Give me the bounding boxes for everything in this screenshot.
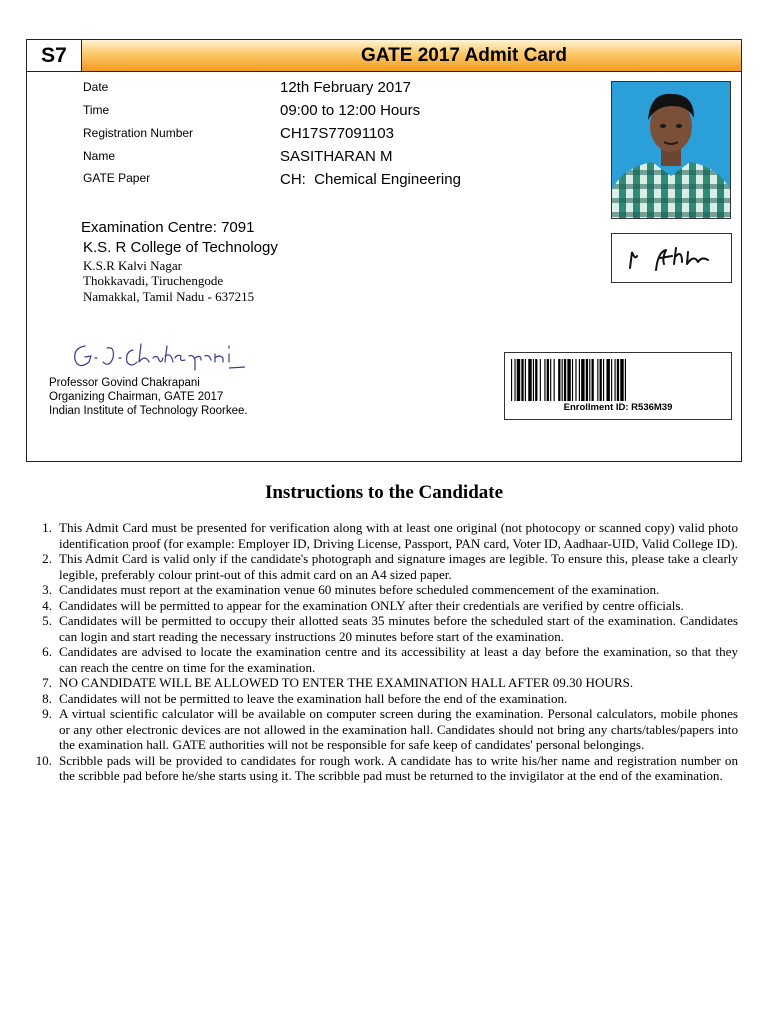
barcode xyxy=(511,359,725,401)
barcode-bar xyxy=(603,359,604,401)
barcode-bar xyxy=(525,359,526,401)
barcode-bar xyxy=(606,359,609,401)
chairman-name: Professor Govind Chakrapani xyxy=(49,377,200,389)
name-label: Name xyxy=(83,149,116,163)
barcode-bar xyxy=(600,359,602,401)
barcode-bar xyxy=(535,359,537,401)
name-value: SASITHARAN M xyxy=(280,148,393,165)
instruction-number: 10. xyxy=(35,752,52,768)
barcode-bar xyxy=(617,359,619,401)
barcode-bar xyxy=(564,359,566,401)
barcode-bar xyxy=(562,359,563,401)
instruction-text: Candidates must report at the examination venue 60 minutes before scheduled commencement of the examination. xyxy=(59,582,660,597)
barcode-bar xyxy=(517,359,520,401)
admit-card xyxy=(26,39,742,462)
registration-label: Registration Number xyxy=(83,126,194,140)
instruction-text: This Admit Card must be presented for verification along with at least one original (not photocopy or scanned copy) valid photo identification proof (for example: Employer ID, Driving License, Passport, PAN card, Voter ID, Aadhaar-UID, Valid College ID). xyxy=(59,520,738,551)
instruction-number: 8. xyxy=(42,690,52,706)
barcode-bar xyxy=(581,359,584,401)
barcode-bar xyxy=(611,359,612,401)
barcode-bar xyxy=(511,359,512,401)
admit-card-header xyxy=(27,40,741,72)
instruction-number: 1. xyxy=(42,520,52,535)
barcode-bar xyxy=(528,359,531,401)
exam-centre-name: K.S. R College of Technology xyxy=(83,239,278,256)
candidate-signature xyxy=(612,234,731,282)
chairman-institute: Indian Institute of Technology Roorkee. xyxy=(49,405,248,417)
chairman-role: Organizing Chairman, GATE 2017 xyxy=(49,391,224,403)
instruction-number: 4. xyxy=(42,597,52,613)
barcode-bar xyxy=(589,359,590,401)
centre-address-line-2: Thokkavadi, Tiruchengode xyxy=(83,273,224,288)
barcode-bar xyxy=(533,359,534,401)
instructions-list xyxy=(30,520,738,784)
instruction-item xyxy=(30,691,738,707)
barcode-bar xyxy=(547,359,549,401)
enrollment-id: Enrollment ID: R536M39 xyxy=(563,402,673,413)
exam-centre-title: Examination Centre: 7091 xyxy=(81,219,255,236)
instruction-item xyxy=(30,520,738,551)
barcode-bar xyxy=(579,359,580,401)
instruction-text: Scribble pads will be provided to candidates for rough work. A candidate has to write his/her name and registration number on the scribble pad before he/she starts using it. The scribble pad must be returned to the invigilator at the end of the examination. xyxy=(59,752,738,783)
card-title: GATE 2017 Admit Card xyxy=(361,45,567,66)
gate-paper-label: GATE Paper xyxy=(83,171,151,185)
time-label: Time xyxy=(83,103,110,117)
barcode-bar xyxy=(514,359,515,401)
barcode-bar xyxy=(540,359,541,401)
barcode-bar xyxy=(615,359,616,401)
instruction-number: 7. xyxy=(42,675,52,690)
barcode-bar xyxy=(544,359,545,401)
registration-value: CH17S77091103 xyxy=(280,125,394,142)
instruction-text: Candidates are advised to locate the examination centre and its accessibility at least a day before the examination, so that they can reach the centre on time for the examination. xyxy=(59,644,738,675)
instruction-item xyxy=(30,613,738,644)
instruction-number: 9. xyxy=(42,706,52,721)
time-value: 09:00 to 12:00 Hours xyxy=(280,102,421,119)
gate-paper-value: CH: Chemical Engineering xyxy=(280,171,461,188)
instruction-text: This Admit Card is valid only if the candidate's photograph and signature images are legible. To ensure this, please take a clearly legible, preferably colour print-out of this admit card on an A4 sized paper. xyxy=(59,551,738,582)
instruction-item xyxy=(30,598,738,614)
instruction-item xyxy=(30,551,738,582)
barcode-bar xyxy=(597,359,598,401)
candidate-signature-box xyxy=(611,233,732,283)
instructions-title: Instructions to the Candidate xyxy=(264,482,504,503)
barcode-bar xyxy=(558,359,560,401)
barcode-box xyxy=(504,352,732,420)
date-value: 12th February 2017 xyxy=(280,79,411,96)
instruction-text: Candidates will not be permitted to leave the examination hall before the end of the examination. xyxy=(59,690,568,706)
instruction-text: Candidates will be permitted to appear for the examination ONLY after their credentials are verified by centre officials. xyxy=(59,597,684,613)
barcode-bar xyxy=(586,359,588,401)
instruction-number: 5. xyxy=(42,613,52,628)
instruction-number: 6. xyxy=(42,644,52,659)
instruction-number: 2. xyxy=(42,551,52,566)
barcode-bar xyxy=(625,359,626,401)
date-label: Date xyxy=(83,80,109,94)
barcode-bar xyxy=(550,359,551,401)
instruction-text: NO CANDIDATE WILL BE ALLOWED TO ENTER THE EXAMINATION HALL AFTER 09.30 HOURS. xyxy=(59,675,634,690)
chairman-signature xyxy=(67,336,247,376)
seat-code: S7 xyxy=(27,40,82,71)
barcode-bar xyxy=(567,359,570,401)
barcode-bar xyxy=(554,359,555,401)
barcode-bar xyxy=(572,359,573,401)
centre-address-line-3: Namakkal, Tamil Nadu - 637215 xyxy=(83,289,255,304)
barcode-bar xyxy=(620,359,623,401)
barcode-bar xyxy=(592,359,594,401)
instruction-item xyxy=(30,644,738,675)
barcode-bar xyxy=(575,359,576,401)
instruction-item xyxy=(30,753,738,784)
barcode-bar xyxy=(521,359,523,401)
instruction-item xyxy=(30,675,738,691)
instruction-text: A virtual scientific calculator will be available on computer screen during the examination. Personal calculators, mobile phones or any other electronic devices are not allowed in the examination hall. Candidates should not bring any charts/tables/papers into the examination hall. GATE authorities will not be responsible for safe keep of candidates' personal belongings. xyxy=(59,706,738,752)
instruction-text: Candidates will be permitted to occupy their allotted seats 35 minutes before the scheduled start of the examination. Candidates can login and start reading the necessary instructions 20 minutes before start of the examination. xyxy=(59,613,738,644)
instruction-item xyxy=(30,706,738,753)
candidate-photo xyxy=(611,81,731,219)
instruction-item xyxy=(30,582,738,598)
instruction-number: 3. xyxy=(42,582,52,597)
centre-address-line-1: K.S.R Kalvi Nagar xyxy=(83,258,182,273)
